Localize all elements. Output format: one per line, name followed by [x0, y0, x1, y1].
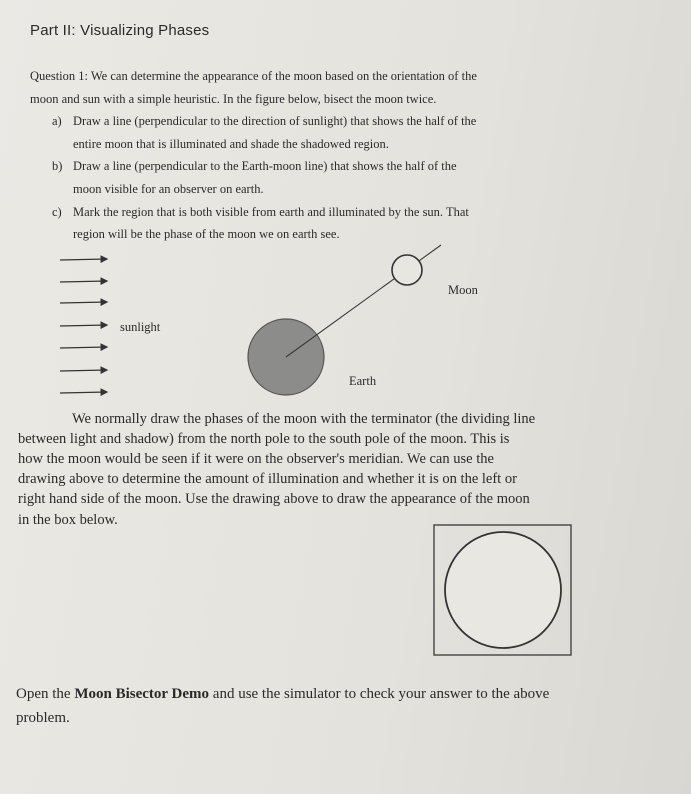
- item-b-line-2: moon visible for an observer on earth.: [73, 182, 264, 196]
- paragraph-line-3: how the moon would be seen if it were on the observer's meridian. We can use the: [18, 451, 494, 467]
- paragraph-line-1: We normally draw the phases of the moon with the terminator (the dividing line: [72, 411, 536, 427]
- item-c-line-2: region will be the phase of the moon we on earth see.: [73, 227, 340, 241]
- item-a-line-2: entire moon that is illuminated and shade the shadowed region.: [73, 137, 389, 151]
- part-title: Part II: Visualizing Phases: [30, 22, 210, 39]
- closing-prefix: Open the: [16, 686, 75, 702]
- closing-line-2: problem.: [16, 710, 70, 726]
- item-b-marker: b): [52, 159, 63, 173]
- paragraph-line-2: between light and shadow) from the north pole to the south pole of the moon. This is: [18, 431, 510, 447]
- paragraph-line-6: in the box below.: [18, 512, 118, 528]
- item-a-line-1: Draw a line (perpendicular to the direction of sunlight) that shows the half of the: [73, 114, 477, 128]
- closing-line-1: [16, 686, 549, 703]
- moon-label: Moon: [448, 283, 478, 297]
- item-c-line-1: Mark the region that is both visible from earth and illuminated by the sun. That: [73, 205, 469, 219]
- closing-suffix: and use the simulator to check your answer to the above: [209, 686, 550, 702]
- earth-label: Earth: [349, 374, 377, 388]
- paragraph-line-4: drawing above to determine the amount of illumination and whether it is on the left or: [18, 471, 517, 487]
- paragraph-line-5: right hand side of the moon. Use the drawing above to draw the appearance of the moon: [18, 491, 530, 507]
- item-c-marker: c): [52, 205, 62, 219]
- demo-name: Moon Bisector Demo: [74, 686, 210, 702]
- item-a-marker: a): [52, 114, 62, 128]
- question-line-1: Question 1: We can determine the appearance of the moon based on the orientation of the: [30, 69, 477, 83]
- sunlight-label: sunlight: [120, 320, 161, 334]
- answer-moon-circle: [445, 532, 561, 648]
- item-b-line-1: Draw a line (perpendicular to the Earth-moon line) that shows the half of the: [73, 159, 457, 173]
- question-line-2: moon and sun with a simple heuristic. In the figure below, bisect the moon twice.: [30, 92, 437, 106]
